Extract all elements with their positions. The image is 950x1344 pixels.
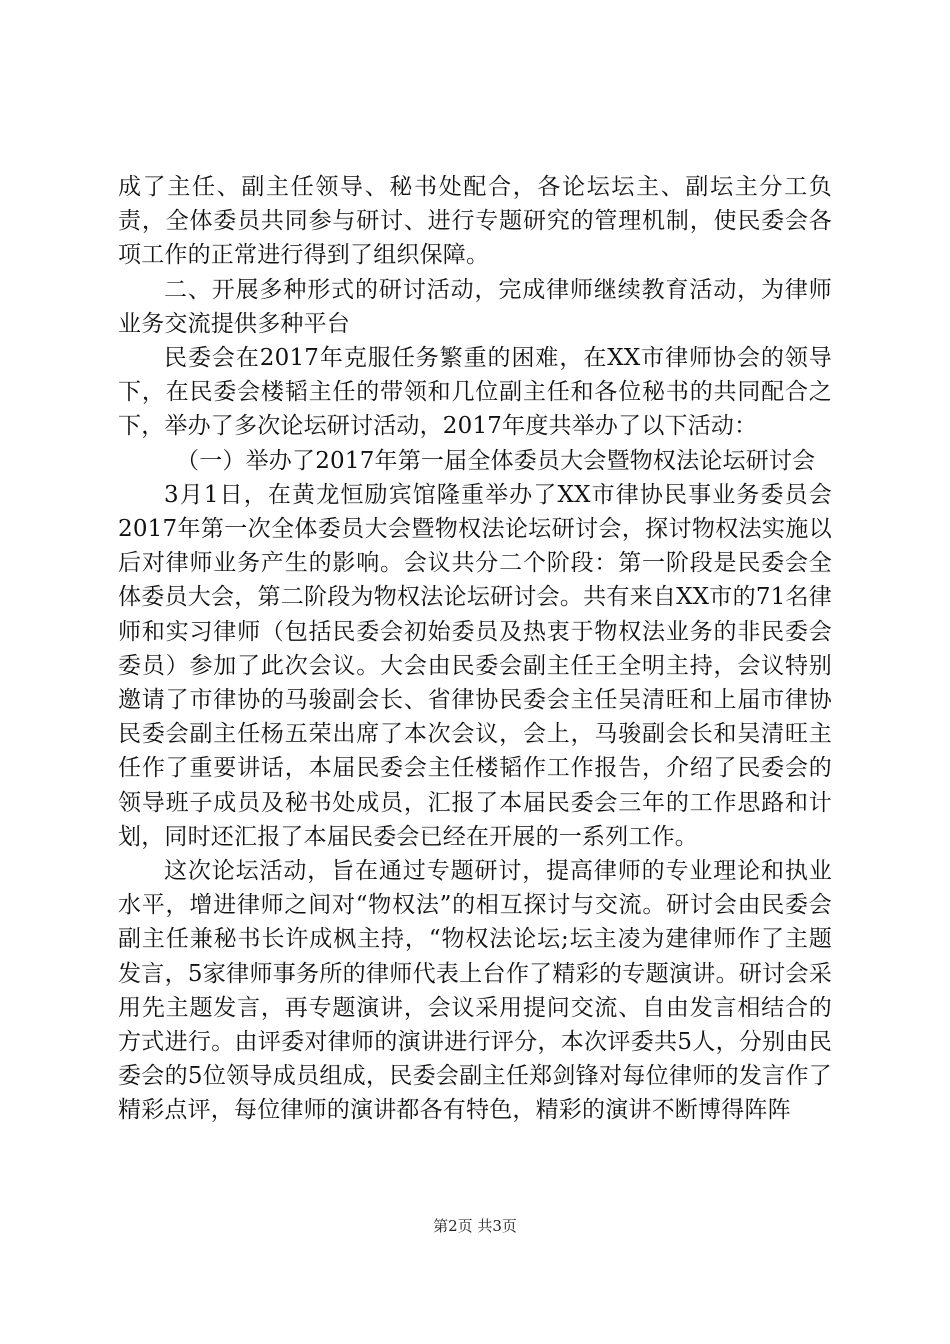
document-body bbox=[118, 170, 832, 1128]
body-paragraph-1: 成了主任、副主任领导、秘书处配合，各论坛坛主、副坛主分工负责，全体委员共同参与研讨、进行专题研究的管理机制，使民委会各项工作的正常进行得到了组织保障。 bbox=[118, 174, 832, 269]
body-paragraph-3: 民委会在2017年克服任务繁重的困难，在XX市律师协会的领导下，在民委会楼韬主任的带领和几位副主任和各位秘书的共同配合之下，举办了多次论坛研讨活动，2017年度共举办了以下活动： bbox=[118, 345, 832, 440]
page-number-footer: 第2页 共3页 bbox=[433, 1217, 517, 1235]
body-paragraph-4: 3月1日，在黄龙恒励宾馆隆重举办了XX市律协民事业务委员会2017年第一次全体委员大会暨物权法论坛研讨会，探讨物权法实施以后对律师业务产生的影响。会议共分二个阶段：第一阶段是民委会全体委员大会，第二阶段为物权法论坛研讨会。共有来自XX市的71名律师和实习律师（包括民委会初始委员及热衷于物权法业务的非民委会委员）参加了此次会议。大会由民委会副主任王全明主持，会议特别邀请了市律协的马骏副会长、省律协民委会主任吴清旺和上届市律协民委会副主任杨五荣出席了本次会议，会上，马骏副会长和吴清旺主任作了重要讲话，本届民委会主任楼韬作工作报告，介绍了民委会的领导班子成员及秘书处成员，汇报了本届民委会三年的工作思路和计划，同时还汇报了本届民委会已经在开展的一系列工作。 bbox=[118, 481, 832, 850]
subsection-heading-1: （一）举办了2017年第一届全体委员大会暨物权法论坛研讨会 bbox=[176, 447, 816, 474]
section-heading-2: 二、开展多种形式的研讨活动，完成律师继续教育活动，为律师业务交流提供多种平台 bbox=[118, 276, 832, 337]
body-paragraph-5: 这次论坛活动，旨在通过专题研讨，提高律师的专业理论和执业水平，增进律师之间对“物权法”的相互探讨与交流。研讨会由民委会副主任兼秘书长许成枫主持，“物权法论坛;坛主凌为建律师作了主题发言，5家律师事务所的律师代表上台作了精彩的专题演讲。研讨会采用先主题发言，再专题演讲，会议采用提问交流、自由发言相结合的方式进行。由评委对律师的演讲进行评分，本次评委共5人，分别由民委会的5位领导成员组成，民委会副主任郑剑锋对每位律师的发言作了精彩点评，每位律师的演讲都各有特色，精彩的演讲不断博得阵阵 bbox=[118, 858, 832, 1124]
